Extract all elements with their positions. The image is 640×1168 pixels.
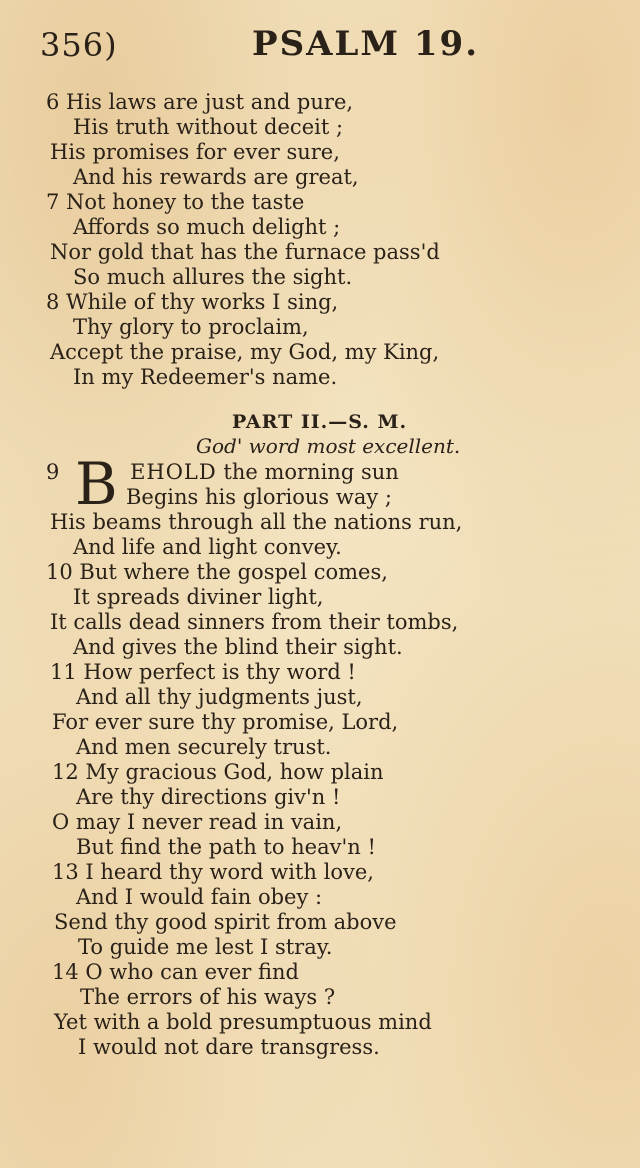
hymn-line: I would not dare transgress. [78, 1035, 380, 1059]
hymn-line: His beams through all the nations run, [50, 510, 463, 534]
hymn-line: To guide me lest I stray. [78, 935, 333, 959]
verse-number: 9 [46, 460, 60, 484]
hymn-line: It calls dead sinners from their tombs, [50, 610, 459, 634]
hymn-line: 11 How perfect is thy word ! [50, 660, 356, 684]
hymn-line: And life and light convey. [73, 535, 342, 559]
hymn-line: Send thy good spirit from above [54, 910, 397, 934]
hymn-line: 13 I heard thy word with love, [52, 860, 374, 884]
hymn-line: And gives the blind their sight. [73, 635, 403, 659]
hymn-line: And all thy judgments just, [76, 685, 363, 709]
hymn-line: Thy glory to proclaim, [73, 315, 309, 339]
hymn-line: Begins his glorious way ; [126, 485, 392, 509]
hymn-line-first [46, 460, 640, 485]
hymn-line: The errors of his ways ? [80, 985, 336, 1009]
hymn-line: And his rewards are great, [73, 165, 359, 189]
hymn-line: 8 While of thy works I sing, [46, 290, 339, 314]
hymn-line: It spreads diviner light, [73, 585, 324, 609]
hymn-line: His promises for ever sure, [50, 140, 340, 164]
part-subtitle: God' word most excellent. [196, 434, 461, 458]
hymn-line: Accept the praise, my God, my King, [50, 340, 440, 364]
hymn-line: Nor gold that has the furnace pass'd [50, 240, 440, 264]
hymn-line: In my Redeemer's name. [73, 365, 338, 389]
first-word-rest: EHOLD [130, 460, 217, 484]
hymn-line: And men securely trust. [76, 735, 332, 759]
running-title: PSALM 19. [252, 24, 480, 64]
part-heading: PART II.—S. M. [232, 411, 408, 433]
hymn-line: Yet with a bold presumptuous mind [54, 1010, 432, 1034]
hymn-line: So much allures the sight. [73, 265, 353, 289]
hymn-line: Affords so much delight ; [73, 215, 341, 239]
hymn-line: 12 My gracious God, how plain [52, 760, 384, 784]
hymn-line: 6 His laws are just and pure, [46, 90, 354, 114]
hymn-line: 10 But where the gospel comes, [46, 560, 388, 584]
hymn-line: 14 O who can ever find [52, 960, 299, 984]
drop-cap: B [75, 450, 118, 518]
hymn-line: For ever sure thy promise, Lord, [52, 710, 399, 734]
first-line-rest: the morning sun [216, 460, 399, 484]
hymn-line: And I would fain obey : [76, 885, 323, 909]
hymn-line: But find the path to heav'n ! [76, 835, 376, 859]
hymn-line: Are thy directions giv'n ! [76, 785, 341, 809]
page-number: 356) [40, 26, 118, 64]
hymn-line: His truth without deceit ; [73, 115, 344, 139]
hymn-line: 7 Not honey to the taste [46, 190, 305, 214]
page-header [0, 24, 640, 68]
hymn-line: O may I never read in vain, [52, 810, 343, 834]
